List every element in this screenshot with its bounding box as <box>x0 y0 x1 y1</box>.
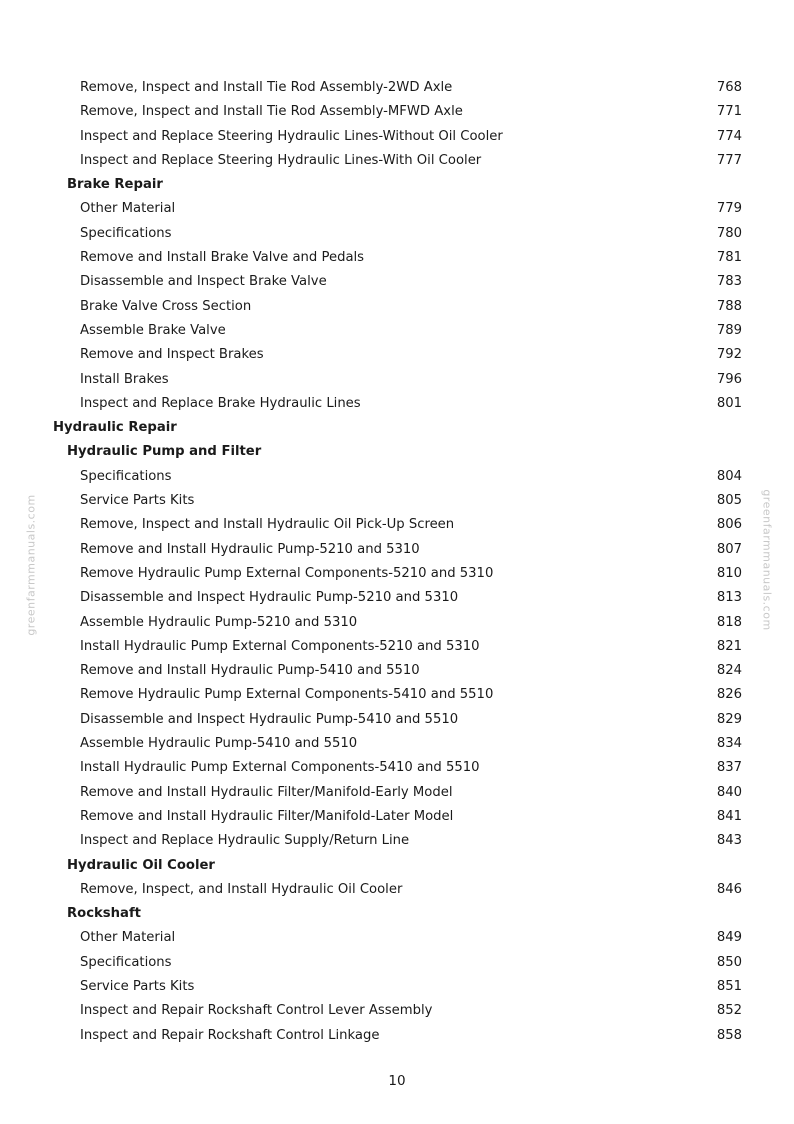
toc-entry[interactable] <box>0 659 794 683</box>
toc-entry-title: Rockshaft <box>67 906 141 922</box>
toc-entry[interactable] <box>0 975 794 999</box>
toc-entry[interactable] <box>0 343 794 367</box>
toc-entry[interactable] <box>0 319 794 343</box>
toc-entry-title: Inspect and Replace Brake Hydraulic Lines <box>80 395 361 411</box>
toc-entry[interactable] <box>0 368 794 392</box>
toc-entry-title: Brake Valve Cross Section <box>80 298 252 314</box>
toc-entry-title: Remove and Install Hydraulic Filter/Manifold-Later Model <box>80 808 454 824</box>
toc-entry[interactable] <box>0 635 794 659</box>
toc-entry[interactable] <box>0 683 794 707</box>
toc-entry-page: 806 <box>716 517 742 533</box>
toc-entry[interactable] <box>0 586 794 610</box>
toc-entry-title: Inspect and Replace Steering Hydraulic Lines-Without Oil Cooler <box>80 128 503 144</box>
toc-entry[interactable] <box>0 805 794 829</box>
toc-entry-title: Service Parts Kits <box>80 493 195 509</box>
toc-entry-title: Brake Repair <box>67 177 163 193</box>
toc-entry-title: Assemble Brake Valve <box>80 322 226 338</box>
toc-entry[interactable] <box>0 538 794 562</box>
toc-entry-title: Remove, Inspect, and Install Hydraulic Oil Cooler <box>80 881 403 897</box>
toc-entry[interactable] <box>0 149 794 173</box>
toc-entry-title: Hydraulic Pump and Filter <box>67 444 262 460</box>
toc-entry-page: 834 <box>716 736 742 752</box>
toc-entry-page: 771 <box>716 104 742 120</box>
toc-entry[interactable] <box>0 295 794 319</box>
toc-entry-title: Specifications <box>80 954 172 970</box>
page-number: 10 <box>388 1073 406 1089</box>
toc-entry[interactable] <box>0 222 794 246</box>
toc-entry-title: Remove Hydraulic Pump External Components-5210 and 5310 <box>80 565 494 581</box>
toc-entry-title: Inspect and Repair Rockshaft Control Lever Assembly <box>80 1003 433 1019</box>
toc-entry-page: 780 <box>716 225 742 241</box>
toc-entry[interactable] <box>0 270 794 294</box>
toc-entry-page: 850 <box>716 954 742 970</box>
toc-entry[interactable] <box>0 100 794 124</box>
toc-section-heading[interactable] <box>0 854 794 878</box>
toc-entry[interactable] <box>0 878 794 902</box>
toc-entry-title: Assemble Hydraulic Pump-5410 and 5510 <box>80 736 358 752</box>
toc-entry-title: Remove and Install Hydraulic Pump-5410 and 5510 <box>80 663 420 679</box>
toc-section-heading[interactable] <box>0 440 794 464</box>
toc-entry-page: 840 <box>716 784 742 800</box>
toc-section-heading[interactable] <box>0 173 794 197</box>
toc-entry-page: 813 <box>716 590 742 606</box>
toc-entry[interactable] <box>0 513 794 537</box>
toc-entry[interactable] <box>0 756 794 780</box>
toc-entry-title: Remove and Inspect Brakes <box>80 347 264 363</box>
toc-entry[interactable] <box>0 951 794 975</box>
toc-entry-title: Remove, Inspect and Install Tie Rod Assembly-2WD Axle <box>80 80 453 95</box>
toc-entry-page: 821 <box>716 638 742 654</box>
toc-entry-page: 807 <box>716 541 742 557</box>
toc-entry-title: Install Brakes <box>80 371 169 387</box>
toc-entry-page: 818 <box>716 614 742 630</box>
toc-entry-page: 768 <box>716 80 742 95</box>
toc-entry-page: 774 <box>716 128 742 144</box>
toc-entry-page: 783 <box>716 274 742 290</box>
toc-entry[interactable] <box>0 465 794 489</box>
toc-entry-title: Inspect and Replace Steering Hydraulic Lines-With Oil Cooler <box>80 152 482 168</box>
toc-entry-title: Other Material <box>80 930 176 946</box>
table-of-contents <box>0 76 794 1048</box>
toc-entry[interactable] <box>0 76 794 100</box>
toc-entry-page: 851 <box>716 978 742 994</box>
toc-entry-page: 826 <box>716 687 742 703</box>
toc-entry-title: Assemble Hydraulic Pump-5210 and 5310 <box>80 614 358 630</box>
toc-entry-page: 804 <box>716 468 742 484</box>
toc-section-heading[interactable] <box>0 416 794 440</box>
toc-entry-title: Disassemble and Inspect Hydraulic Pump-5210 and 5310 <box>80 590 459 606</box>
toc-entry-page: 781 <box>716 250 742 266</box>
toc-entry-title: Remove Hydraulic Pump External Components-5410 and 5510 <box>80 687 494 703</box>
toc-entry-title: Remove and Install Brake Valve and Pedals <box>80 250 365 266</box>
toc-entry-title: Hydraulic Repair <box>53 420 177 436</box>
toc-entry-page: 849 <box>716 930 742 946</box>
toc-entry-title: Service Parts Kits <box>80 978 195 994</box>
toc-entry[interactable] <box>0 246 794 270</box>
toc-entry-page: 858 <box>716 1027 742 1043</box>
toc-entry-page: 852 <box>716 1003 742 1019</box>
toc-entry[interactable] <box>0 708 794 732</box>
toc-entry-title: Disassemble and Inspect Hydraulic Pump-5410 and 5510 <box>80 711 459 727</box>
toc-entry-title: Install Hydraulic Pump External Components-5410 and 5510 <box>80 760 480 776</box>
toc-entry-title: Remove and Install Hydraulic Filter/Manifold-Early Model <box>80 784 453 800</box>
toc-entry-page: 810 <box>716 565 742 581</box>
toc-section-heading[interactable] <box>0 902 794 926</box>
toc-entry-page: 777 <box>716 152 742 168</box>
toc-entry-title: Install Hydraulic Pump External Components-5210 and 5310 <box>80 638 480 654</box>
toc-entry[interactable] <box>0 926 794 950</box>
toc-entry[interactable] <box>0 197 794 221</box>
toc-entry-page: 801 <box>716 395 742 411</box>
toc-entry-page: 805 <box>716 493 742 509</box>
toc-entry[interactable] <box>0 562 794 586</box>
toc-entry[interactable] <box>0 732 794 756</box>
toc-entry-page: 829 <box>716 711 742 727</box>
toc-entry[interactable] <box>0 392 794 416</box>
toc-entry-title: Remove, Inspect and Install Tie Rod Assembly-MFWD Axle <box>80 104 463 120</box>
toc-entry-title: Remove and Install Hydraulic Pump-5210 and 5310 <box>80 541 420 557</box>
toc-entry-page: 789 <box>716 322 742 338</box>
toc-entry[interactable] <box>0 611 794 635</box>
toc-entry-page: 796 <box>716 371 742 387</box>
toc-entry-page: 792 <box>716 347 742 363</box>
toc-entry-page: 843 <box>716 833 742 849</box>
toc-entry[interactable] <box>0 781 794 805</box>
toc-entry-title: Disassemble and Inspect Brake Valve <box>80 274 327 290</box>
toc-entry-title: Inspect and Repair Rockshaft Control Linkage <box>80 1027 380 1043</box>
toc-entry-title: Hydraulic Oil Cooler <box>67 857 215 873</box>
toc-entry-title: Specifications <box>80 225 172 241</box>
toc-entry-title: Inspect and Replace Hydraulic Supply/Return Line <box>80 833 410 849</box>
toc-entry[interactable] <box>0 999 794 1023</box>
toc-entry-page: 824 <box>716 663 742 679</box>
watermark-left: greenfarmmanuals.com <box>24 494 38 636</box>
toc-entry[interactable] <box>0 1024 794 1048</box>
toc-entry-page: 837 <box>716 760 742 776</box>
toc-entry-page: 846 <box>716 881 742 897</box>
toc-entry[interactable] <box>0 125 794 149</box>
toc-entry[interactable] <box>0 829 794 853</box>
toc-entry-title: Other Material <box>80 201 176 217</box>
watermark-right: greenfarmmanuals.com <box>760 489 774 631</box>
toc-entry-page: 779 <box>716 201 742 217</box>
toc-entry-title: Remove, Inspect and Install Hydraulic Oil Pick-Up Screen <box>80 517 455 533</box>
toc-entry[interactable] <box>0 489 794 513</box>
toc-entry-page: 788 <box>716 298 742 314</box>
toc-entry-page: 841 <box>716 808 742 824</box>
toc-entry-title: Specifications <box>80 468 172 484</box>
